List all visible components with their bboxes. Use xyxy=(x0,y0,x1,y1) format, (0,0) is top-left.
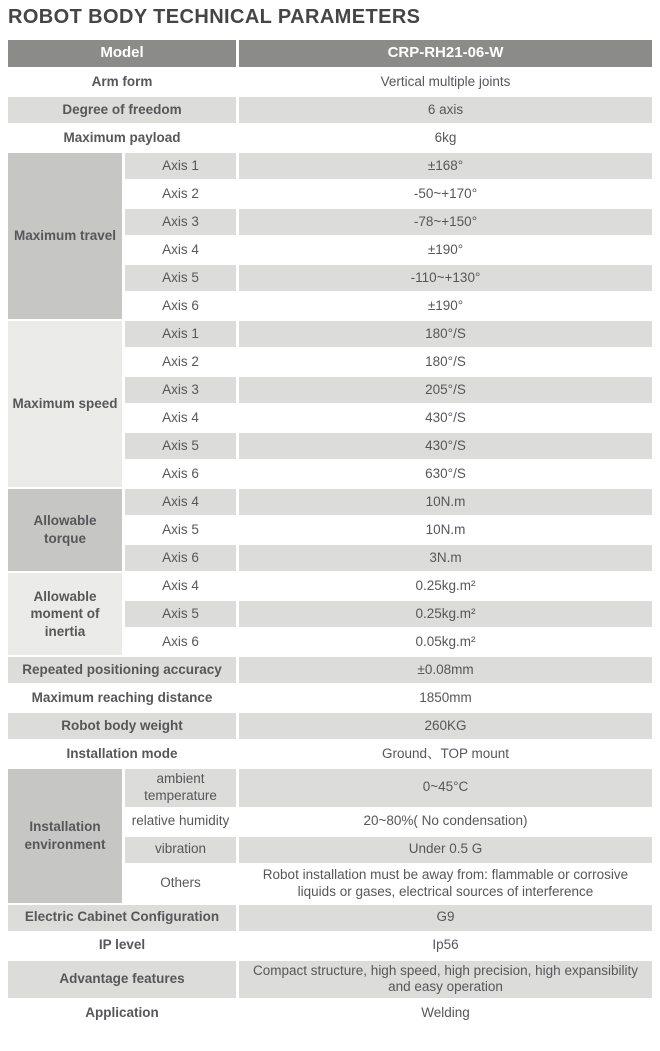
table-row xyxy=(8,657,652,683)
row-value: 0.05kg.m² xyxy=(239,629,652,655)
row-value: 205°/S xyxy=(239,377,652,403)
group-label: Maximum travel xyxy=(8,153,122,319)
row-value: 10N.m xyxy=(239,489,652,515)
row-value: ±0.08mm xyxy=(239,657,652,683)
table-row xyxy=(8,713,652,739)
group-rows xyxy=(125,489,652,571)
table-row xyxy=(125,237,652,263)
row-value: -50~+170° xyxy=(239,181,652,207)
row-value: 180°/S xyxy=(239,321,652,347)
row-sublabel: Axis 4 xyxy=(125,573,236,599)
row-label: Arm form xyxy=(8,69,236,95)
table-row xyxy=(8,933,652,959)
table-group-section xyxy=(8,321,652,487)
row-sublabel: Axis 4 xyxy=(125,489,236,515)
table-row xyxy=(125,545,652,571)
table-row xyxy=(8,97,652,123)
row-value: ±190° xyxy=(239,237,652,263)
row-label: Advantage features xyxy=(8,961,236,999)
row-sublabel: relative humidity xyxy=(125,809,236,835)
row-value: 180°/S xyxy=(239,349,652,375)
row-value: 3N.m xyxy=(239,545,652,571)
group-rows xyxy=(125,321,652,487)
row-sublabel: Axis 2 xyxy=(125,349,236,375)
row-value: Compact structure, high speed, high precision, high expansibility and easy operation xyxy=(239,961,652,999)
row-value: 0.25kg.m² xyxy=(239,573,652,599)
row-value: Vertical multiple joints xyxy=(239,69,652,95)
table-row xyxy=(8,125,652,151)
table-group-section xyxy=(8,769,652,903)
header-model-value: CRP-RH21-06-W xyxy=(239,40,652,67)
row-sublabel: Others xyxy=(125,865,236,903)
row-sublabel: Axis 5 xyxy=(125,517,236,543)
table-row xyxy=(125,769,652,807)
row-value: G9 xyxy=(239,905,652,931)
row-sublabel: ambient temperature xyxy=(125,769,236,807)
table-row xyxy=(125,293,652,319)
table-row xyxy=(125,837,652,863)
group-label: Maximum speed xyxy=(8,321,122,487)
table-row xyxy=(8,741,652,767)
row-value: 430°/S xyxy=(239,405,652,431)
header-model-label: Model xyxy=(8,40,236,67)
row-sublabel: Axis 6 xyxy=(125,545,236,571)
row-value: 6kg xyxy=(239,125,652,151)
group-label: Allowable torque xyxy=(8,489,122,571)
row-value: Welding xyxy=(239,1000,652,1026)
table-row xyxy=(125,489,652,515)
row-sublabel: Axis 2 xyxy=(125,181,236,207)
page-title: ROBOT BODY TECHNICAL PARAMETERS xyxy=(8,6,421,28)
row-value: 1850mm xyxy=(239,685,652,711)
table-row xyxy=(125,865,652,903)
table-row xyxy=(125,629,652,655)
row-label: Degree of freedom xyxy=(8,97,236,123)
table-header-row xyxy=(8,40,652,67)
row-value: Ip56 xyxy=(239,933,652,959)
row-sublabel: Axis 6 xyxy=(125,293,236,319)
row-label: Repeated positioning accuracy xyxy=(8,657,236,683)
row-sublabel: Axis 6 xyxy=(125,461,236,487)
group-rows xyxy=(125,153,652,319)
row-value: 20~80%( No condensation) xyxy=(239,809,652,835)
table-group-section xyxy=(8,573,652,655)
row-label: Maximum payload xyxy=(8,125,236,151)
table-row xyxy=(125,573,652,599)
row-sublabel: Axis 4 xyxy=(125,237,236,263)
table-row xyxy=(8,685,652,711)
row-label: Robot body weight xyxy=(8,713,236,739)
group-rows xyxy=(125,769,652,903)
table-row xyxy=(125,181,652,207)
table-row xyxy=(125,433,652,459)
group-label: Allowable moment of inertia xyxy=(8,573,122,655)
table-row xyxy=(8,1000,652,1026)
row-value: 10N.m xyxy=(239,517,652,543)
row-value: 630°/S xyxy=(239,461,652,487)
table-row xyxy=(125,405,652,431)
row-label: Installation mode xyxy=(8,741,236,767)
row-value: 260KG xyxy=(239,713,652,739)
row-sublabel: Axis 5 xyxy=(125,433,236,459)
row-sublabel: Axis 6 xyxy=(125,629,236,655)
table-row xyxy=(125,461,652,487)
group-label: Installation environment xyxy=(8,769,122,903)
row-label: Electric Cabinet Configuration xyxy=(8,905,236,931)
row-value: Ground、TOP mount xyxy=(239,741,652,767)
row-label: Maximum reaching distance xyxy=(8,685,236,711)
row-value: 430°/S xyxy=(239,433,652,459)
row-value: 0.25kg.m² xyxy=(239,601,652,627)
row-value: Robot installation must be away from: flammable or corrosive liquids or gases, electrical sources of interference xyxy=(239,865,652,903)
table-row xyxy=(8,69,652,95)
table-row xyxy=(125,349,652,375)
table-group-section xyxy=(8,489,652,571)
table-row xyxy=(8,905,652,931)
table-row xyxy=(125,321,652,347)
row-label: IP level xyxy=(8,933,236,959)
row-value: -110~+130° xyxy=(239,265,652,291)
row-sublabel: Axis 5 xyxy=(125,601,236,627)
table-group-section xyxy=(8,153,652,319)
row-sublabel: Axis 5 xyxy=(125,265,236,291)
table-row xyxy=(125,265,652,291)
row-sublabel: vibration xyxy=(125,837,236,863)
row-sublabel: Axis 1 xyxy=(125,153,236,179)
table-row xyxy=(125,209,652,235)
row-label: Application xyxy=(8,1000,236,1026)
table-row xyxy=(125,809,652,835)
row-sublabel: Axis 1 xyxy=(125,321,236,347)
row-sublabel: Axis 4 xyxy=(125,405,236,431)
row-value: Under 0.5 G xyxy=(239,837,652,863)
row-value: ±168° xyxy=(239,153,652,179)
row-value: 0~45°C xyxy=(239,769,652,807)
table-row xyxy=(8,961,652,999)
table-row xyxy=(125,153,652,179)
row-sublabel: Axis 3 xyxy=(125,209,236,235)
table-row xyxy=(125,601,652,627)
table-row xyxy=(125,377,652,403)
row-value: ±190° xyxy=(239,293,652,319)
group-rows xyxy=(125,573,652,655)
row-sublabel: Axis 3 xyxy=(125,377,236,403)
row-value: 6 axis xyxy=(239,97,652,123)
row-value: -78~+150° xyxy=(239,209,652,235)
parameters-table xyxy=(8,40,652,1026)
table-row xyxy=(125,517,652,543)
